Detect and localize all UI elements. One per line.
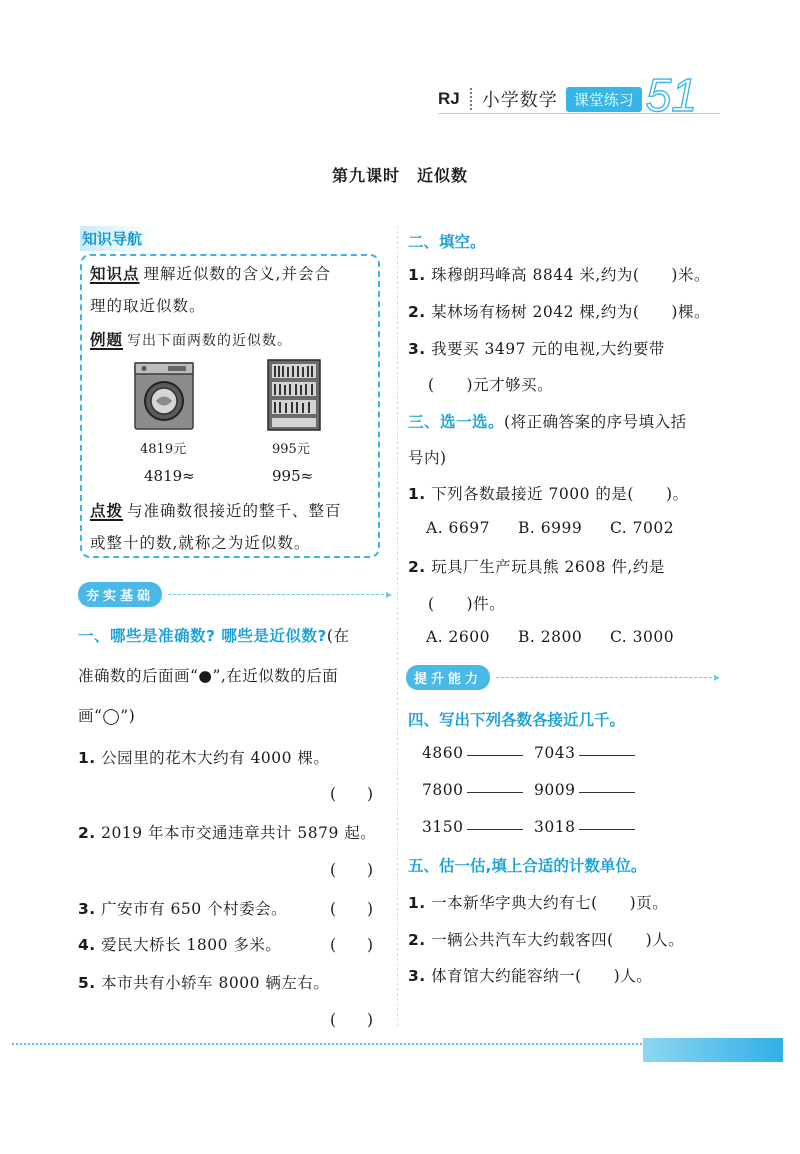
item-number: 4. (78, 936, 96, 954)
item-number: 1. (408, 485, 426, 503)
section3-heading: 三、选一选。 (408, 413, 505, 431)
advanced-label: 提升能力 (406, 665, 490, 690)
section5-item-3 (408, 964, 652, 986)
section3-q1 (408, 482, 689, 504)
section4-row-2 (422, 781, 635, 799)
item1-approx: 4819≈ (144, 467, 195, 485)
number-7800: 7800 (422, 781, 464, 799)
item-text: 下列各数最接近 7000 的是( )。 (431, 485, 689, 503)
item-text: 玩具厂生产玩具熊 2608 件,约是 (431, 558, 665, 576)
section1-note-1: (在 (326, 627, 350, 645)
page-header (438, 69, 697, 121)
item-text: 一辆公共汽车大约载客四( )人。 (431, 931, 685, 949)
edition-label: RJ (438, 89, 460, 108)
knowledge-point-text-2: 理的取近似数。 (90, 297, 206, 315)
tip-text-2: 或整十的数,就称之为近似数。 (90, 534, 311, 552)
section1-note-3: 画“◯”) (78, 707, 136, 725)
section2-item-1 (408, 263, 710, 285)
tip-line-1 (90, 496, 342, 526)
header-rule (438, 113, 720, 114)
item2-approx: 995≈ (272, 467, 314, 485)
section5-item-2 (408, 928, 684, 950)
item-number: 3. (408, 967, 426, 985)
item-number: 2. (408, 931, 426, 949)
answer-blank[interactable] (579, 829, 635, 830)
item-number: 3. (78, 900, 96, 918)
item-text: 一本新华字典大约有七( )页。 (431, 894, 669, 912)
answer-paren-2[interactable]: ( ) (330, 861, 374, 879)
item-text: 爱民大桥长 1800 多米。 (101, 936, 282, 954)
option-c[interactable]: C. 7002 (610, 519, 675, 537)
section4-heading: 四、写出下列各数各接近几千。 (408, 711, 626, 729)
section3-q2-options (426, 628, 702, 646)
section3-q2-cont: ( )件。 (428, 595, 506, 613)
advanced-arrow-icon: ▸ (713, 670, 720, 684)
advanced-dash-line (496, 677, 712, 678)
answer-blank[interactable] (467, 755, 523, 756)
example-line (90, 325, 292, 356)
basics-label: 夯实基础 (78, 582, 162, 607)
tip-text-1: 与准确数很接近的整千、整百 (127, 502, 342, 520)
answer-paren-5[interactable]: ( ) (330, 1011, 374, 1029)
item-text: 本市共有小轿车 8000 辆左右。 (101, 974, 330, 992)
answer-blank[interactable] (467, 792, 523, 793)
item-text: 某林场有杨树 2042 棵,约为( )棵。 (431, 303, 710, 321)
item-number: 2. (408, 303, 426, 321)
item-number: 1. (408, 266, 426, 284)
section1-item-3 (78, 897, 287, 919)
item-number: 1. (408, 894, 426, 912)
section2-item-3 (408, 337, 665, 359)
column-divider (397, 226, 398, 1026)
page-number: 51 (645, 69, 697, 121)
section5-heading: 五、估一估,填上合适的计数单位。 (408, 857, 647, 875)
option-a[interactable]: A. 6697 (426, 519, 490, 537)
subject-label: 小学数学 (481, 90, 558, 111)
answer-paren-1[interactable]: ( ) (330, 785, 374, 803)
option-c[interactable]: C. 3000 (610, 628, 675, 646)
section1-item-5 (78, 971, 329, 993)
basics-dash-line (168, 594, 384, 595)
option-a[interactable]: A. 2600 (426, 628, 490, 646)
section1-note-2: 准确数的后面画“●”,在近似数的后面 (78, 667, 339, 685)
footer-dotted-line (12, 1043, 646, 1045)
answer-paren-4[interactable]: ( ) (330, 936, 374, 954)
item2-price: 995元 (272, 442, 310, 457)
item-text: 体育馆大约能容纳一( )人。 (431, 967, 653, 985)
item-number: 3. (408, 340, 426, 358)
knowledge-point-line-1 (90, 259, 331, 289)
item-number: 1. (78, 749, 96, 767)
footer-color-block (643, 1038, 783, 1062)
section1-heading-line (78, 624, 349, 646)
number-4860: 4860 (422, 744, 464, 762)
section2-heading: 二、填空。 (408, 233, 486, 251)
section3-q1-options (426, 519, 702, 537)
lesson-title: 第九课时 近似数 (331, 166, 468, 185)
answer-blank[interactable] (579, 792, 635, 793)
answer-blank[interactable] (579, 755, 635, 756)
washing-machine-icon (134, 362, 194, 430)
option-b[interactable]: B. 6999 (518, 519, 583, 537)
number-9009: 9009 (534, 781, 576, 799)
tip-label: 点拨 (90, 502, 124, 520)
item-text: 我要买 3497 元的电视,大约要带 (431, 340, 665, 358)
section1-item-2 (78, 821, 376, 843)
knowledge-point-text-1: 理解近似数的含义,并会合 (143, 265, 331, 283)
section1-item-1 (78, 746, 329, 768)
header-divider (470, 88, 472, 110)
knowledge-point-label: 知识点 (90, 265, 140, 283)
item-text: 珠穆朗玛峰高 8844 米,约为( )米。 (431, 266, 710, 284)
advanced-section-bar (406, 665, 720, 689)
item-number: 5. (78, 974, 96, 992)
section3-q2 (408, 555, 665, 577)
option-b[interactable]: B. 2800 (518, 628, 583, 646)
item1-price: 4819元 (140, 442, 187, 457)
item-text: 公园里的花木大约有 4000 棵。 (101, 749, 330, 767)
section1-heading: 一、哪些是准确数? 哪些是近似数? (78, 627, 327, 645)
answer-paren-3[interactable]: ( ) (330, 900, 374, 918)
basics-section-bar (78, 582, 392, 606)
practice-badge: 课堂练习 (566, 87, 642, 112)
number-3018: 3018 (534, 818, 576, 836)
item-text: 2019 年本市交通违章共计 5879 起。 (101, 824, 377, 842)
section2-item-3-cont: ( )元才够买。 (428, 376, 554, 394)
answer-blank[interactable] (467, 829, 523, 830)
section3-heading-line (408, 410, 687, 432)
section2-item-2 (408, 300, 710, 322)
knowledge-tag: 知识导航 (80, 226, 156, 251)
section3-note-2: 号内) (408, 449, 447, 467)
item-text: 广安市有 650 个村委会。 (101, 900, 288, 918)
example-text: 写出下面两数的近似数。 (127, 333, 293, 349)
number-7043: 7043 (534, 744, 576, 762)
basics-arrow-icon: ▸ (385, 587, 392, 601)
section3-note-1: (将正确答案的序号填入括 (504, 413, 687, 431)
item-number: 2. (78, 824, 96, 842)
number-3150: 3150 (422, 818, 464, 836)
bookshelf-icon (266, 358, 322, 432)
section4-row-3 (422, 818, 635, 836)
item-number: 2. (408, 558, 426, 576)
section1-item-4 (78, 933, 281, 955)
example-label: 例题 (90, 331, 124, 349)
section5-item-1 (408, 891, 668, 913)
section4-row-1 (422, 744, 635, 762)
